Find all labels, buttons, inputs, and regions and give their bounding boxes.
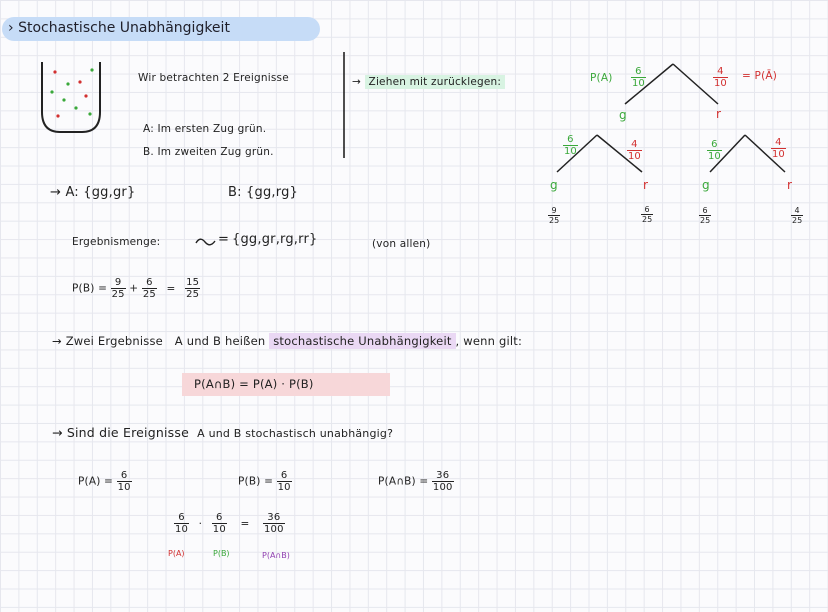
numerator: 6 [178, 512, 185, 523]
arrow: → [352, 76, 361, 88]
title-marker: › [8, 20, 14, 36]
fraction [641, 205, 653, 224]
question-prefix: Sind die Ereignisse [66, 425, 189, 440]
ergebnismenge-equals: = [218, 232, 230, 247]
fraction [185, 277, 200, 300]
denominator: 25 [549, 216, 560, 225]
fraction [548, 206, 560, 225]
denominator: 10 [714, 78, 727, 89]
product-label-pa: P(A) [168, 549, 185, 558]
numerator: 6 [644, 205, 650, 214]
pa-value [78, 470, 132, 493]
numerator: 4 [717, 66, 724, 77]
fraction [117, 470, 132, 493]
numerator: 6 [280, 470, 288, 481]
fraction [631, 66, 646, 89]
pa-label: P(A) = [78, 475, 114, 488]
fraction [263, 512, 285, 535]
fraction [791, 206, 803, 225]
fraction [707, 139, 722, 162]
tree-end-prob [548, 206, 560, 225]
ball-green [90, 68, 93, 71]
denominator: 25 [642, 215, 653, 224]
numerator: 6 [567, 134, 574, 145]
ball-green [88, 112, 91, 115]
omega-squiggle [196, 239, 215, 245]
set-a-label: A: [65, 185, 79, 200]
tree-leaf-r: r [787, 178, 793, 192]
tree-leaf-r: r [643, 178, 649, 192]
definition-suffix: , wenn gilt: [455, 334, 523, 348]
numerator: 6 [711, 139, 718, 150]
tree-end-prob [791, 206, 803, 225]
set-b [228, 185, 298, 200]
numerator: 4 [794, 206, 800, 215]
numerator: 36 [436, 470, 450, 481]
definition-middle: A und B heißen [174, 334, 266, 348]
denominator: 10 [175, 524, 189, 535]
tree-node-g: g [619, 108, 627, 122]
fraction [277, 470, 292, 493]
tree-top-right-prob [713, 66, 728, 89]
fraction [713, 66, 728, 89]
denominator: 100 [432, 482, 453, 493]
question [52, 425, 393, 440]
denominator: 10 [632, 78, 645, 89]
arrow: → [50, 185, 62, 200]
numerator: 6 [635, 66, 642, 77]
ball-red [78, 80, 81, 83]
denominator: 10 [212, 524, 226, 535]
fraction [771, 137, 786, 160]
tree-leaf-g: g [702, 178, 710, 192]
fraction [142, 277, 157, 300]
numerator: 6 [702, 206, 708, 215]
ergebnismenge-note: (von allen) [372, 238, 431, 250]
product-calculation [174, 512, 285, 535]
tree-rr-prob [771, 137, 786, 160]
question-suffix: A und B stochastisch unabhängig? [197, 427, 394, 440]
definition-highlight: stochastische Unabhängigkeit [269, 333, 455, 349]
denominator: 10 [117, 482, 131, 493]
equals-sign: = [240, 517, 250, 530]
denominator: 10 [708, 151, 721, 162]
fraction [212, 512, 227, 535]
denominator: 25 [186, 289, 200, 300]
denominator: 25 [142, 289, 156, 300]
tree-end-prob [699, 206, 711, 225]
numerator: 6 [120, 470, 128, 481]
set-b-label: B: [228, 185, 242, 200]
fraction [627, 139, 642, 162]
fraction [174, 512, 189, 535]
denominator: 25 [700, 216, 711, 225]
tree-node-r: r [716, 107, 722, 121]
ball-green [66, 82, 69, 85]
denominator: 10 [277, 482, 291, 493]
arrow: → [52, 425, 63, 440]
title-label: Stochastische Unabhängigkeit [18, 20, 230, 36]
event-a-definition: A: Im ersten Zug grün. [143, 123, 267, 135]
tree-branch [673, 64, 718, 104]
equals-sign: = [166, 282, 176, 295]
set-a [50, 185, 135, 200]
tree-end-prob [641, 205, 653, 224]
arrow: → [52, 334, 62, 348]
set-b-content: {gg,rg} [246, 185, 298, 200]
ergebnismenge-label: Ergebnismenge: [72, 236, 161, 248]
tree-ll-prob [563, 134, 578, 157]
ergebnismenge-content: {gg,gr,rg,rr} [232, 232, 318, 247]
numerator: 6 [216, 512, 223, 523]
definition-prefix: Zwei Ergebnisse [65, 334, 163, 348]
urn-shape [42, 62, 100, 132]
tree-lr-prob [627, 139, 642, 162]
draw-with-replacement [352, 76, 505, 88]
definition-line [52, 334, 522, 348]
ball-red [53, 70, 56, 73]
denominator: 100 [263, 524, 284, 535]
urn-balls [50, 68, 93, 117]
tree-rl-prob [707, 139, 722, 162]
tree-pabar-label: = P(Ā) [742, 70, 778, 82]
numerator: 36 [267, 512, 281, 523]
plus-sign: + [129, 282, 139, 295]
tree-pa-label: P(A) [590, 72, 613, 84]
event-b-definition: B. Im zweiten Zug grün. [143, 146, 274, 158]
denominator: 10 [628, 151, 641, 162]
numerator: 9 [114, 277, 122, 288]
numerator: 15 [186, 277, 200, 288]
pb-value [238, 470, 292, 493]
fraction [432, 470, 454, 493]
pab-label: P(A∩B) = [378, 475, 429, 488]
tree-top-left-prob [631, 66, 646, 89]
numerator: 6 [146, 277, 153, 288]
product-label-pab: P(A∩B) [262, 551, 290, 560]
dot-sign: · [198, 517, 203, 530]
tree-leaf-g: g [550, 178, 558, 192]
pb-calculation [72, 277, 200, 300]
ball-green [74, 106, 77, 109]
fraction [563, 134, 578, 157]
ball-red [56, 114, 59, 117]
ball-green [50, 90, 53, 93]
pab-value [378, 470, 454, 493]
numerator: 4 [775, 137, 782, 148]
denominator: 25 [792, 216, 803, 225]
set-a-content: {gg,gr} [83, 185, 136, 200]
denominator: 25 [111, 289, 125, 300]
denominator: 10 [564, 146, 577, 157]
numerator: 9 [551, 206, 557, 215]
draw-label: Ziehen mit zurücklegen: [365, 75, 506, 89]
intro-text: Wir betrachten 2 Ereignisse [138, 72, 289, 84]
fraction [111, 277, 126, 300]
fraction [699, 206, 711, 225]
numerator: 4 [631, 139, 638, 150]
pb-label: P(B) = [238, 475, 274, 488]
formula: P(A∩B) = P(A) · P(B) [194, 377, 314, 391]
ball-green [62, 98, 65, 101]
product-label-pb: P(B) [213, 549, 230, 558]
ball-red [84, 94, 87, 97]
denominator: 10 [772, 149, 785, 160]
pb-label: P(B) = [72, 282, 108, 295]
